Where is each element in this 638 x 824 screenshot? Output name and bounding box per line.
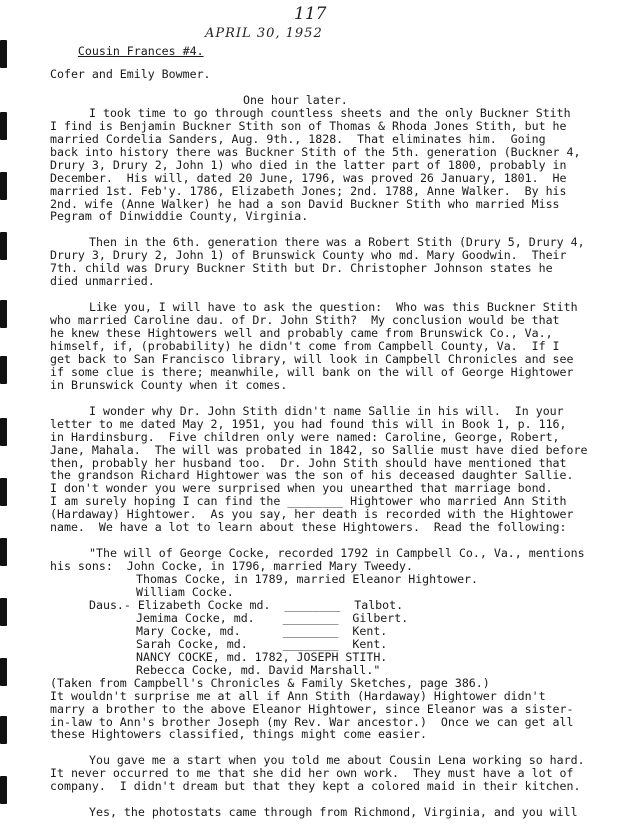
body-line: Sarah Cocke, md. ________ Kent. [136, 636, 388, 651]
body-line: back into history there was Buckner Stith of the 5th. generation (Buckner 4, [50, 144, 581, 159]
binder-hole-mark [0, 112, 7, 140]
body-line: Jemima Cocke, md. ________ Gilbert. [136, 610, 409, 625]
body-line: Thomas Cocke, in 1789, married Eleanor Hightower. [136, 572, 479, 587]
body-line: married 1st. Feb'y. 1786, Elizabeth Jones; 2nd. 1788, Anne Walker. By his [50, 183, 567, 198]
body-line: 7th. child was Drury Buckner Stith but Dr. Christopher Johnson states he [50, 261, 553, 276]
binder-hole-mark [0, 598, 7, 626]
binder-hole-mark [0, 658, 7, 686]
body-line: I don't wonder you were surprised when you unearthed that marriage bond. [50, 481, 553, 496]
body-line: in-law to Ann's brother Joseph (my Rev. War ancestor.) Once we can get all [50, 714, 574, 729]
body-line: December. His will, dated 20 June, 1796, was proved 26 January, 1801. He [50, 170, 567, 185]
binder-hole-mark [0, 538, 7, 566]
body-line: these Hightowers classified, things might come easier. [50, 727, 427, 742]
body-line: married Cordelia Sanders, Aug. 9th., 1828. That eliminates him. Going [50, 131, 546, 146]
body-line: I am surely hoping I can find the ________ Hightower who married Ann Stith [50, 494, 567, 509]
body-line: It never occurred to me that she did her own work. They must have a lot of [50, 766, 574, 781]
body-line: Daus.- Elizabeth Cocke md. ________ Talbot. [89, 597, 404, 612]
binder-hole-mark [0, 40, 7, 68]
binder-hole-mark [0, 418, 7, 446]
binder-hole-mark [0, 300, 7, 328]
body-line: Jane, Mahala. The will was probated in 1842, so Sallie must have died before [50, 442, 588, 457]
body-line: in Hardinsburg. Five children only were named: Caroline, George, Robert, [50, 429, 560, 444]
body-line: died unmarried. [50, 274, 155, 289]
body-line: You gave me a start when you told me about Cousin Lena working so hard. [89, 753, 585, 768]
letter-heading [50, 30, 204, 72]
binder-hole-mark [0, 232, 7, 260]
body-line: William Cocke. [136, 585, 234, 599]
body-line: who married Caroline dau. of Dr. John Stith? My conclusion would be that [50, 313, 560, 328]
handwritten-page-number: 117 [294, 4, 327, 24]
body-line: Rebecca Cocke, md. David Marshall." [136, 662, 381, 677]
body-line: Pegram of Dinwiddie County, Virginia. [50, 209, 309, 224]
body-line: 2nd. wife (Anne Walker) he had a son David Buckner Stith who married Miss [50, 196, 560, 211]
binder-hole-mark [0, 776, 7, 804]
binder-hole-mark [0, 478, 7, 506]
body-line: It wouldn't surprise me at all if Ann Stith (Hardaway) Hightower didn't [50, 688, 546, 703]
binder-hole-mark [0, 716, 7, 744]
heading-title: Cousin Frances #4. [77, 44, 204, 58]
body-line: company. I didn't dream but that they kept a colored maid in their kitchen. [50, 779, 581, 794]
body-line: One hour later. [243, 92, 348, 107]
body-line: in Brunswick County when it comes. [50, 377, 288, 392]
body-line: Like you, I will have to ask the question: Who was this Buckner Stith [89, 300, 578, 315]
body-line: marry a brother to the above Eleanor Hightower, since Eleanor was a sister- [50, 701, 574, 716]
body-line: the grandson Richard Hightower was the son of his deceased daughter Sallie. [50, 468, 574, 483]
body-line: then, probably her husband too. Dr. John Stith should have mentioned that [50, 455, 567, 470]
body-line: himself, if, (probability) he didn't come from Campbell County, Va. If I [50, 338, 560, 353]
body-line: (Hardaway) Hightower. As you say, her death is recorded with the Hightower [50, 507, 574, 522]
body-line: Then in the 6th. generation there was a Robert Stith (Drury 5, Drury 4, [89, 235, 585, 250]
body-line: I wonder why Dr. John Stith didn't name Sallie in his will. In your [89, 403, 564, 418]
body-line: Yes, the photostats came through from Richmond, Virginia, and you will [89, 805, 578, 820]
body-line: I find is Benjamin Buckner Stith son of Thomas & Rhoda Jones Stith, but he [50, 118, 567, 133]
binder-hole-mark [0, 356, 7, 384]
body-line: get back to San Francisco library, will look in Campbell Chronicles and see [50, 351, 574, 366]
body-line: name. We have a lot to learn about these Hightowers. Read the following: [50, 520, 567, 535]
body-line: if some clue is there; meanwhile, will bank on the will of George Hightower [50, 364, 574, 379]
binder-hole-mark [0, 172, 7, 200]
body-line: he knew these Hightowers well and probably came from Brunswick Co., Va., [50, 326, 553, 340]
body-line: NANCY COCKE, md. 1782, JOSEPH STITH. [136, 649, 388, 664]
body-line: letter to me dated May 2, 1951, you had found this will in Book 1, p. 116, [50, 416, 567, 431]
body-line: (Taken from Campbell's Chronicles & Family Sketches, page 386.) [50, 675, 490, 690]
body-line: Drury 3, Drury 2, John 1) of Brunswick County who md. Mary Goodwin. Their [50, 248, 567, 263]
body-line: Drury 3, Drury 2, John 1) who died in the latter part of 1800, probably in [50, 157, 567, 172]
body-line: his sons: John Cocke, in 1796, married Mary Tweedy. [50, 559, 413, 574]
body-line: I took time to go through countless sheets and the only Buckner Stith [89, 105, 571, 120]
body-line: "The will of George Cocke, recorded 1792 in Campbell Co., Va., mentions [89, 546, 585, 561]
body-line: Cofer and Emily Bowmer. [50, 67, 211, 81]
handwritten-date: APRIL 30, 1952 [205, 26, 323, 41]
body-line: Mary Cocke, md. ________ Kent. [136, 623, 388, 638]
